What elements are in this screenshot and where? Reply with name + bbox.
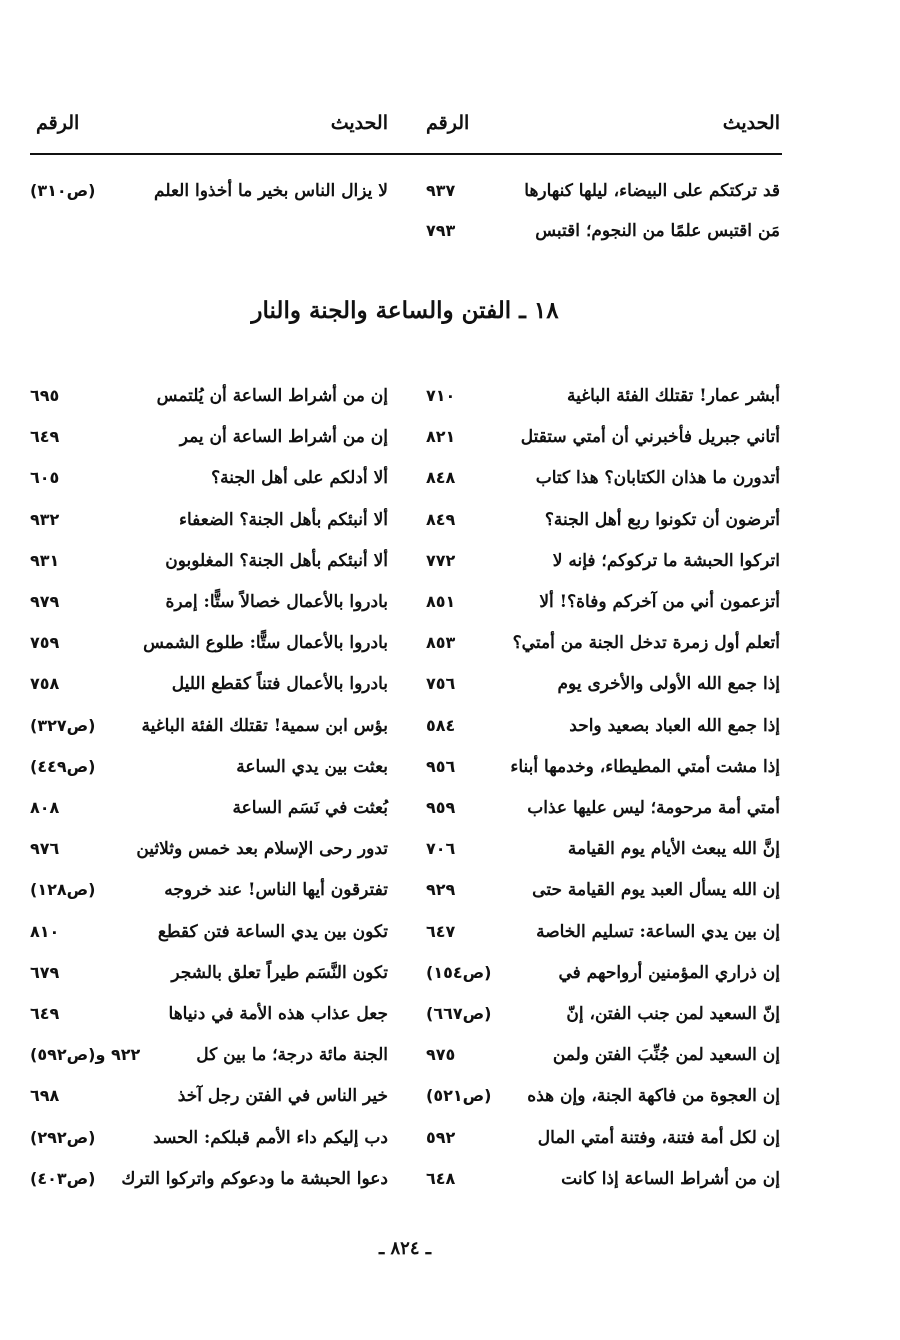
hadith-number-left: ٦٩٥ [30,386,60,405]
hadith-number-left: (ص٣٢٧) [30,715,96,735]
hadith-text-right: أتعلم أول زمرة تدخل الجنة من أمتي؟ [512,633,780,654]
hadith-number-right: ٨٢١ [426,427,456,447]
hadith-text-right: أبشر عمار! تقتلك الفئة الباغية [566,386,780,406]
hadith-text-left: ألا أنبئكم بأهل الجنة؟ المغلوبون [165,550,388,571]
hadith-number-left: ٨٠٨ [30,798,60,817]
hadith-number-left: ٩٣٢ [30,509,60,529]
hadith-number-right: ٧٩٣ [426,221,456,240]
header-hadith-left: الحديث [330,112,388,134]
hadith-text-left: الجنة مائة درجة؛ ما بين كل [196,1045,388,1066]
hadith-number-left: ٧٥٨ [30,674,60,694]
hadith-text-left: بؤس ابن سمية! تقتلك الفئة الباغية [141,715,388,736]
hadith-text-right: إن العجوة من فاكهة الجنة، وإن هذه [527,1086,780,1107]
hadith-text-left: تكون النَّسَم طيراً تعلق بالشجر [171,962,388,983]
hadith-text-right: اتركوا الحبشة ما تركوكم؛ فإنه لا [552,550,780,571]
header-rule [30,153,782,155]
hadith-number-left: (ص٢٩٢) [30,1127,96,1147]
hadith-text-left: بادروا بالأعمال ستًّا: طلوع الشمس [143,633,388,654]
hadith-number-left: ٦٩٨ [30,1086,60,1106]
hadith-number-left: ٧٥٩ [30,633,60,653]
header-number-right: الرقم [426,112,470,134]
hadith-number-right: ٧٠٦ [426,839,456,859]
hadith-text-right: إن السعيد لمن جُنِّبَ الفتن ولمن [552,1045,780,1066]
hadith-text-right: إن لكل أمة فتنة، وفتنة أمتي المال [537,1127,780,1148]
hadith-number-right: ٩٢٩ [426,880,456,900]
hadith-text-right: أتاني جبريل فأخبرني أن أمتي ستقتل [520,427,780,448]
hadith-number-right: ٥٨٤ [426,715,456,735]
hadith-text-right: إنَّ الله يبعث الأيام يوم القيامة [567,839,780,860]
hadith-number-left: ٩٣١ [30,550,60,570]
hadith-number-left: (ص٤٤٩) [30,756,96,776]
hadith-number-right: ٩٥٩ [426,798,456,817]
hadith-number-right: ٦٤٨ [426,1168,456,1188]
page-number: ـ ٨٢٤ ـ [378,1238,432,1259]
hadith-text-left: ألا أدلكم على أهل الجنة؟ [211,468,388,489]
hadith-text-left: بُعثت في نَسَم الساعة [232,798,388,818]
hadith-text-right: إذا جمع الله الأولى والأخرى يوم [557,674,780,695]
hadith-text-left: تكون بين يدي الساعة فتن كقطع [157,921,388,942]
hadith-text-left: إن من أشراط الساعة أن يُلتمس [156,386,388,406]
hadith-number-right: (ص٥٢١) [426,1086,492,1106]
hadith-number-left: ٩٢٢ و(ص٥٩٢) [30,1045,141,1065]
hadith-text-left: خير الناس في الفتن رجل آخذ [177,1086,388,1107]
hadith-text-right: أتدورن ما هذان الكتابان؟ هذا كتاب [535,468,780,489]
hadith-text-right: إن ذراري المؤمنين أرواحهم في [558,962,780,983]
hadith-text-left: بعثت بين يدي الساعة [236,756,388,777]
hadith-number-left: (ص٣١٠) [30,181,96,200]
hadith-number-right: ٨٥٣ [426,633,456,653]
hadith-text-right: إذا مشت أمتي المطيطاء، وخدمها أبناء [510,756,780,777]
hadith-number-left: ٦٤٩ [30,427,60,447]
header-hadith-right: الحديث [722,112,780,134]
section-heading: ١٨ ـ الفتن والساعة والجنة والنار [251,297,559,324]
hadith-number-left: ٨١٠ [30,921,60,941]
hadith-number-right: ٨٤٨ [426,468,456,488]
hadith-text-left: إن من أشراط الساعة أن يمر [179,427,388,448]
hadith-text-left: دعوا الحبشة ما ودعوكم واتركوا الترك [121,1168,388,1189]
hadith-number-left: ٩٧٦ [30,839,60,859]
hadith-text-right: قد تركتكم على البيضاء، ليلها كنهارها [524,181,780,201]
hadith-number-right: ٩٣٧ [426,181,456,200]
hadith-text-right: إذا جمع الله العباد بصعيد واحد [569,715,780,736]
hadith-number-left: ٦٤٩ [30,1004,60,1023]
hadith-number-right: (ص٦٦٧) [426,1004,492,1023]
hadith-number-left: (ص١٢٨) [30,880,96,900]
hadith-number-left: ٩٧٩ [30,592,60,611]
hadith-number-right: ٥٩٢ [426,1127,456,1147]
hadith-number-left: ٦٧٩ [30,962,60,982]
hadith-text-right: أتزعمون أني من آخركم وفاة؟! ألا [539,592,780,612]
hadith-text-right: إن من أشراط الساعة إذا كانت [561,1168,780,1189]
hadith-number-right: ٧١٠ [426,386,456,405]
hadith-number-right: ٨٤٩ [426,509,456,529]
hadith-text-right: أترضون أن تكونوا ربع أهل الجنة؟ [544,509,780,530]
hadith-text-left: ألا أنبئكم بأهل الجنة؟ الضعفاء [178,509,388,530]
hadith-number-right: ٩٧٥ [426,1045,456,1065]
hadith-number-left: (ص٤٠٣) [30,1168,96,1188]
header-number-left: الرقم [36,112,80,134]
hadith-text-right: إن الله يسأل العبد يوم القيامة حتى [532,880,780,901]
hadith-text-left: جعل عذاب هذه الأمة في دنياها [168,1004,388,1024]
hadith-number-left: ٦٠٥ [30,468,60,488]
hadith-text-left: لا يزال الناس بخير ما أخذوا العلم [154,181,388,201]
hadith-text-right: إنّ السعيد لمن جنب الفتن، إنّ [566,1004,780,1024]
hadith-text-left: تفترقون أيها الناس! عند خروجه [164,880,388,901]
hadith-number-right: ٩٥٦ [426,756,456,776]
hadith-text-left: بادروا بالأعمال فتناً كقطع الليل [171,674,388,695]
hadith-number-right: ٧٧٢ [426,550,456,570]
hadith-text-right: أمتي أمة مرحومة؛ ليس عليها عذاب [527,798,780,818]
hadith-number-right: (ص١٥٤) [426,962,492,982]
hadith-text-left: بادروا بالأعمال خصالاً ستًّا: إمرة [165,592,388,612]
hadith-number-right: ٨٥١ [426,592,456,611]
hadith-text-right: مَن اقتبس علمًا من النجوم؛ اقتبس [535,221,780,241]
hadith-text-left: تدور رحى الإسلام بعد خمس وثلاثين [136,839,388,860]
hadith-number-right: ٦٤٧ [426,921,456,941]
hadith-number-right: ٧٥٦ [426,674,456,694]
hadith-text-right: إن بين يدي الساعة: تسليم الخاصة [536,921,780,942]
hadith-text-left: دب إليكم داء الأمم قبلكم: الحسد [153,1127,388,1148]
